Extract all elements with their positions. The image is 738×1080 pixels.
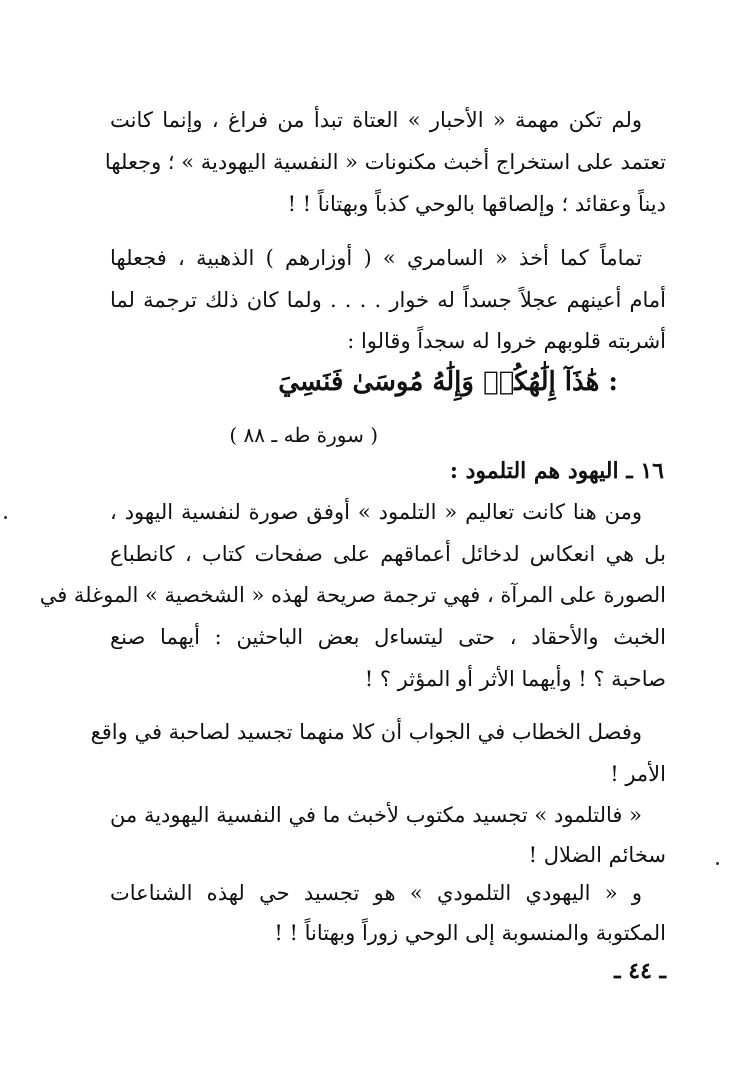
text-line: « فالتلمود » تجسيد مكتوب لأخبث ما في النفسية اليهودية من — [110, 803, 642, 827]
section-heading — [450, 456, 664, 486]
page-number: ـ ٤٤ ـ — [614, 958, 666, 984]
text-line: صاحبة ؟ ! وأيهما الأثر أو المؤثر ؟ ! — [364, 667, 666, 691]
text-line: بل هي انعكاس لدخائل أعماقهم على صفحات كتاب ، كانطباع — [110, 542, 666, 566]
text-line: الخبث والأحقاد ، حتى ليتساءل بعض الباحثين : أيهما صنع — [110, 625, 666, 649]
text-line: تعتمد على استخراج أخبث مكنونات « النفسية اليهودية » ؛ وجعلها — [104, 150, 666, 174]
text-line: وفصل الخطاب في الجواب أن كلا منهما تجسيد لصاحبة في واقع — [90, 720, 642, 744]
text-line: ديناً وعقائد ؛ وإلصاقها بالوحي كذباً وبهتاناً ! ! — [287, 192, 666, 216]
scan-speck — [4, 516, 7, 519]
text-line: المكتوبة والمنسوبة إلى الوحي زوراً وبهتاناً ! ! — [274, 921, 666, 945]
text-line: أمام أعينهم عجلاً جسداً له خوار . . . . ولما كان ذلك ترجمة لما — [110, 288, 666, 312]
surah-reference: ( سورة طه ـ ٨٨ ) — [229, 423, 378, 447]
section-title: ـ اليهود هم التلمود : — [449, 458, 633, 484]
text-line: تماماً كما أخذ « السامري » ( أوزارهم ) الذهبية ، فجعلها — [110, 246, 642, 270]
text-line: و « اليهودي التلمودي » هو تجسيد حي لهذه الشناعات — [110, 881, 642, 905]
text-line: الصورة على المرآة ، فهي ترجمة صريحة لهذه « الشخصية » الموغلة في — [39, 583, 666, 607]
text-line: سخائم الضلال ! — [528, 843, 666, 867]
scan-speck — [716, 862, 719, 865]
text-line: ومن هنا كانت تعاليم « التلمود » أوفق صورة لنفسية اليهود ، — [110, 500, 642, 524]
text-line: أشربته قلوبهم خروا له سجداً وقالوا : — [347, 329, 666, 353]
text-line: الأمر ! — [610, 762, 666, 786]
quran-verse: : هَٰذَآ إِلَٰهُكُمۡ وَإِلَٰهُ مُوسَىٰ فَنَسِيَ — [278, 367, 618, 397]
text-line: ولم تكن مهمة « الأحبار » العتاة تبدأ من فراغ ، وإنما كانت — [110, 108, 642, 132]
section-number: ١٦ — [640, 458, 664, 484]
